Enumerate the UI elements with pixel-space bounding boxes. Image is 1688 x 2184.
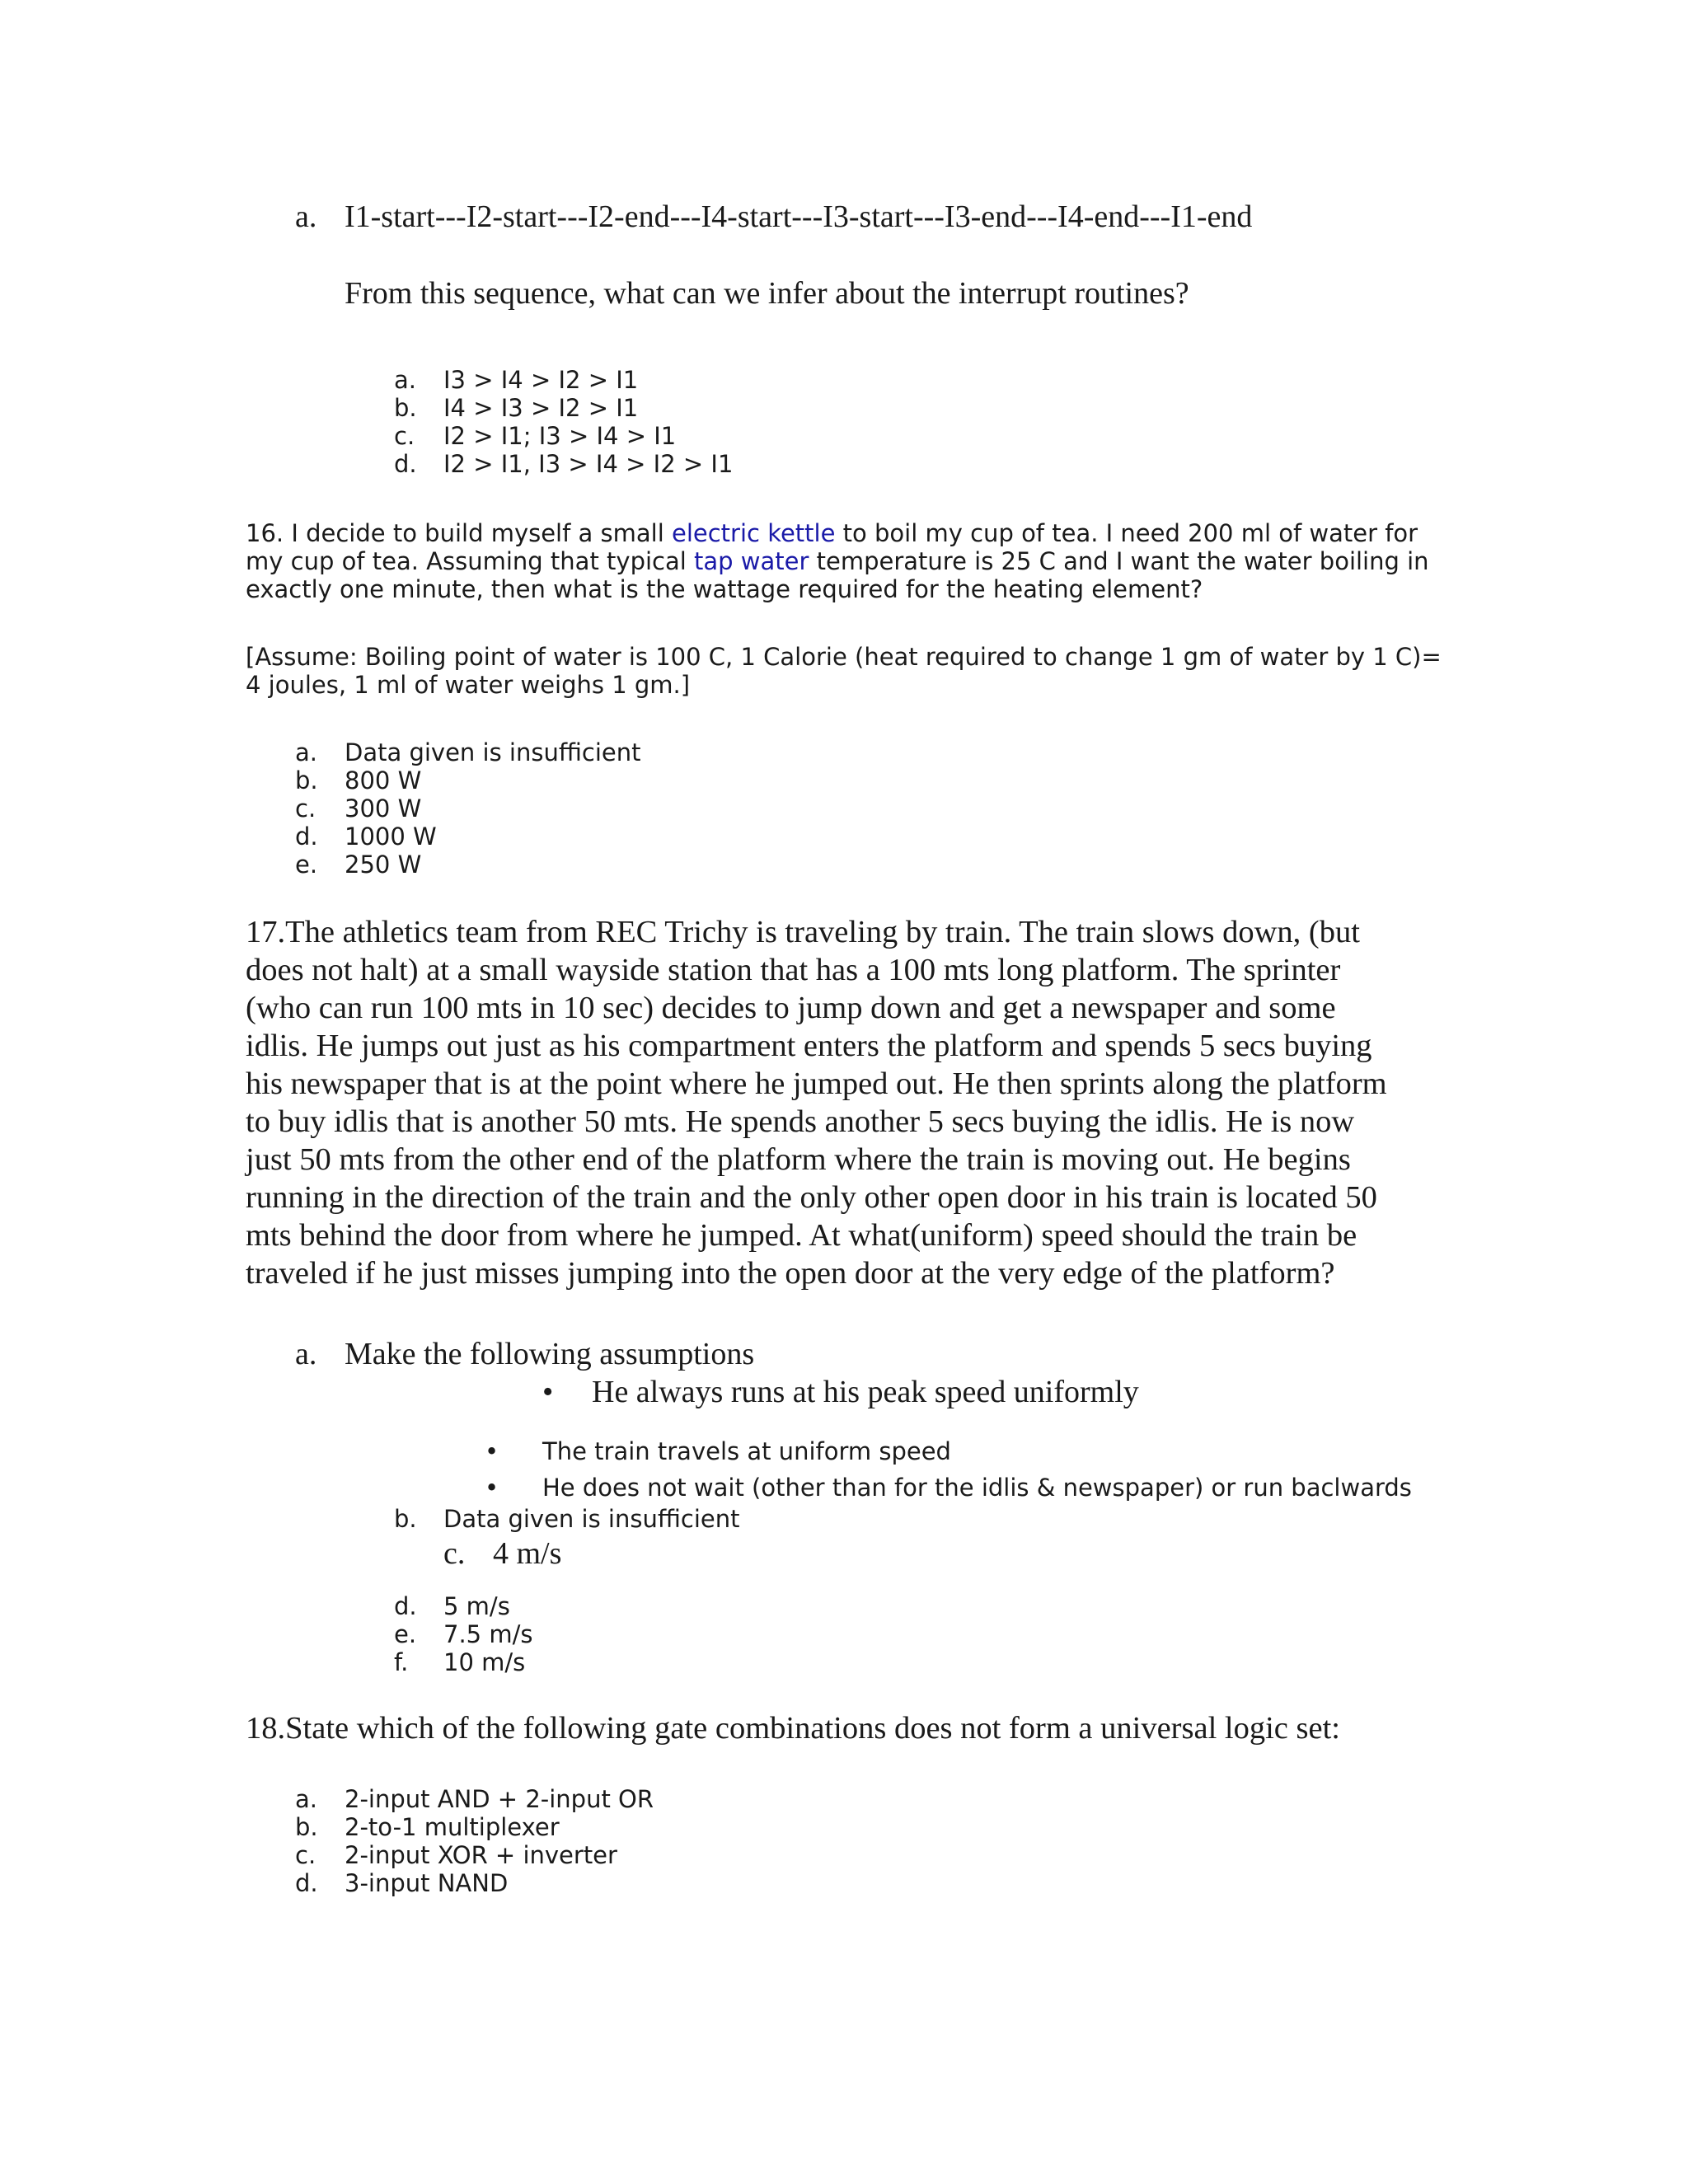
- option-item: [295, 1813, 560, 1841]
- bullet-icon: •: [542, 1375, 554, 1409]
- option-item: [295, 1869, 508, 1897]
- q17-option-b: [394, 1505, 739, 1533]
- electric-kettle-link[interactable]: electric kettle: [672, 519, 836, 547]
- option-text: 3-input NAND: [345, 1869, 509, 1897]
- q16-text: to boil my cup of tea. I need 200 ml of water for: [835, 519, 1418, 547]
- option-label: d.: [394, 450, 417, 478]
- option-item: [295, 1841, 617, 1869]
- option-item: [394, 450, 733, 478]
- option-label: a.: [295, 1337, 317, 1371]
- bullet-icon: •: [485, 1474, 499, 1502]
- bullet-text: He always runs at his peak speed uniformly: [592, 1375, 1139, 1409]
- option-text: I2 > I1; I3 > I4 > I1: [443, 422, 677, 450]
- q17-line: (who can run 100 mts in 10 sec) decides to jump down and get a newspaper and some: [246, 991, 1336, 1025]
- q17-line: 17.The athletics team from REC Trichy is traveling by train. The train slows down, (but: [246, 915, 1360, 949]
- tap-water-link[interactable]: tap water: [694, 547, 809, 575]
- option-text: 2-input XOR + inverter: [345, 1841, 617, 1869]
- option-item: [295, 851, 421, 879]
- option-text: 7.5 m/s: [443, 1620, 533, 1648]
- q16-text: my cup of tea. Assuming that typical: [246, 547, 695, 575]
- option-label: b.: [295, 1813, 318, 1841]
- option-item: [295, 1785, 654, 1813]
- q18-question: 18.State which of the following gate combinations does not form a universal logic set:: [246, 1711, 1340, 1746]
- option-text: 4 m/s: [493, 1536, 562, 1571]
- q17-line: just 50 mts from the other end of the platform where the train is moving out. He begins: [246, 1142, 1351, 1177]
- option-item: [394, 1620, 532, 1648]
- option-label: d.: [295, 1869, 318, 1897]
- option-text: 2-input AND + 2-input OR: [345, 1785, 654, 1813]
- bullet-text: He does not wait (other than for the idlis & newspaper) or run baclwards: [542, 1474, 1412, 1502]
- q17-bullet-2: [485, 1437, 951, 1465]
- q16-text: 16. I decide to build myself a small: [246, 519, 672, 547]
- option-label: b.: [394, 1505, 417, 1533]
- q17-bullet-1: [542, 1373, 1139, 1411]
- bullet-icon: •: [485, 1437, 499, 1465]
- option-text: I2 > I1, I3 > I4 > I2 > I1: [443, 450, 734, 478]
- option-label: a.: [295, 738, 317, 766]
- option-text: I4 > I3 > I2 > I1: [443, 394, 639, 422]
- sequence-question: From this sequence, what can we infer about the interrupt routines?: [345, 276, 1189, 311]
- q17-line: to buy idlis that is another 50 mts. He spends another 5 secs buying the idlis. He is now: [246, 1104, 1355, 1139]
- option-label: c.: [394, 422, 415, 450]
- option-text: 10 m/s: [443, 1648, 526, 1676]
- option-text: I3 > I4 > I2 > I1: [443, 366, 639, 394]
- option-text: Data given is insufficient: [443, 1505, 740, 1533]
- option-text: Data given is insufficient: [345, 738, 641, 766]
- option-label: c.: [443, 1536, 466, 1571]
- bullet-text: The train travels at uniform speed: [542, 1437, 951, 1465]
- option-item: [394, 1648, 525, 1676]
- option-item: [295, 823, 437, 851]
- q16-line-2: [246, 547, 1429, 575]
- option-label: d.: [295, 823, 318, 851]
- sequence-text: I1-start---I2-start---I2-end---I4-start---I3-start---I3-end---I4-end---I1-end: [345, 199, 1253, 234]
- q17-line: does not halt) at a small wayside station that has a 100 mts long platform. The sprinter: [246, 953, 1341, 987]
- option-text: 250 W: [345, 851, 422, 879]
- sequence-label: a.: [295, 199, 317, 234]
- option-text: Make the following assumptions: [345, 1337, 755, 1371]
- option-label: d.: [394, 1592, 417, 1620]
- q17-bullet-3: [485, 1474, 1412, 1502]
- option-label: c.: [295, 794, 316, 823]
- option-text: 2-to-1 multiplexer: [345, 1813, 560, 1841]
- option-item: [394, 422, 676, 450]
- option-item: [295, 738, 640, 766]
- option-item: [295, 766, 421, 794]
- option-label: c.: [295, 1841, 316, 1869]
- q17-line: traveled if he just misses jumping into the open door at the very edge of the platform?: [246, 1256, 1335, 1291]
- q17-option-c: [443, 1535, 561, 1572]
- sequence-line: [295, 198, 1252, 236]
- q16-line-3: exactly one minute, then what is the wattage required for the heating element?: [246, 575, 1203, 603]
- option-label: b.: [295, 766, 318, 794]
- q17-line: running in the direction of the train and the only other open door in his train is located 50: [246, 1180, 1377, 1215]
- option-text: 1000 W: [345, 823, 437, 851]
- q16-assume-2: 4 joules, 1 ml of water weighs 1 gm.]: [246, 671, 691, 699]
- option-label: e.: [394, 1620, 417, 1648]
- option-item: [394, 394, 638, 422]
- q17-line: mts behind the door from where he jumped. At what(uniform) speed should the train be: [246, 1218, 1357, 1253]
- option-label: a.: [295, 1785, 317, 1813]
- option-label: f.: [394, 1648, 409, 1676]
- option-label: b.: [394, 394, 417, 422]
- option-item: [394, 1592, 510, 1620]
- option-text: 5 m/s: [443, 1592, 510, 1620]
- q17-option-a: [295, 1335, 754, 1373]
- option-text: 800 W: [345, 766, 422, 794]
- q16-line-1: [246, 519, 1418, 547]
- q17-line: his newspaper that is at the point where he jumped out. He then sprints along the platform: [246, 1066, 1387, 1101]
- option-label: e.: [295, 851, 318, 879]
- option-text: 300 W: [345, 794, 422, 823]
- q17-line: idlis. He jumps out just as his compartment enters the platform and spends 5 secs buying: [246, 1029, 1372, 1063]
- option-item: [295, 794, 421, 823]
- q16-text: temperature is 25 C and I want the water boiling in: [809, 547, 1429, 575]
- q16-assume-1: [Assume: Boiling point of water is 100 C, 1 Calorie (heat required to change 1 gm of water by 1 C)=: [246, 643, 1442, 671]
- option-label: a.: [394, 366, 416, 394]
- option-item: [394, 366, 638, 394]
